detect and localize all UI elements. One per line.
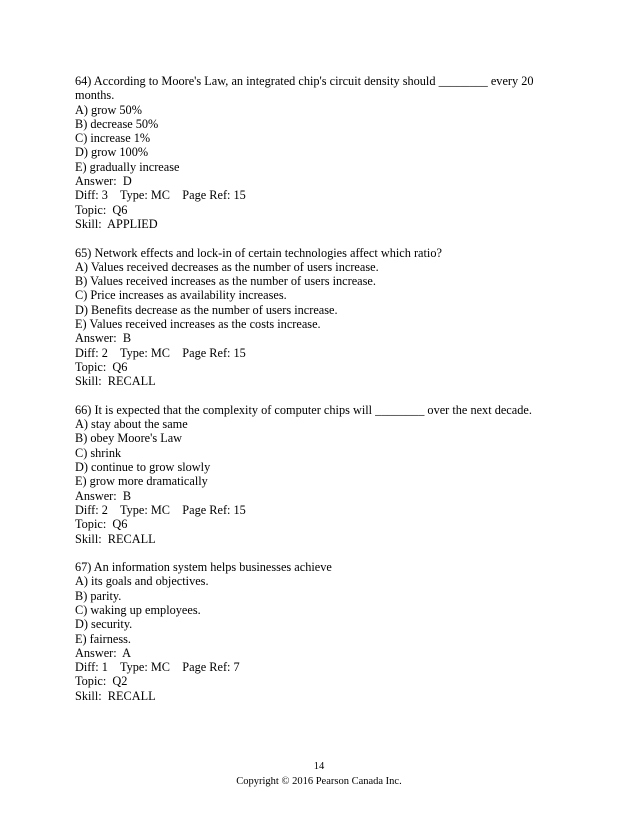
answer: Answer: A (75, 645, 132, 660)
question-64 (75, 74, 565, 231)
topic: Topic: Q6 (75, 517, 128, 532)
answer: Answer: D (75, 174, 132, 189)
option-b: B) parity. (75, 588, 122, 603)
question-65 (75, 246, 565, 389)
question-text: 67) An information system helps businesses achieve (75, 560, 332, 575)
option-d: D) grow 100% (75, 145, 149, 160)
option-b: B) decrease 50% (75, 116, 159, 131)
option-c: C) Price increases as availability increases. (75, 288, 287, 303)
option-d: D) continue to grow slowly (75, 460, 211, 475)
option-a: A) Values received decreases as the number of users increase. (75, 259, 379, 274)
question-list (75, 74, 565, 717)
answer: Answer: B (75, 331, 132, 346)
option-e: E) gradually increase (75, 159, 180, 174)
option-c: C) waking up employees. (75, 602, 201, 617)
option-a: A) its goals and objectives. (75, 574, 209, 589)
option-d: D) security. (75, 617, 133, 632)
option-a: A) stay about the same (75, 417, 188, 432)
skill: Skill: RECALL (75, 531, 156, 546)
difficulty-type-pageref: Diff: 2 Type: MC Page Ref: 15 (75, 502, 246, 517)
topic: Topic: Q6 (75, 202, 128, 217)
skill: Skill: RECALL (75, 688, 156, 703)
question-67 (75, 560, 565, 703)
option-e: E) fairness. (75, 631, 131, 646)
skill: Skill: APPLIED (75, 216, 158, 231)
answer: Answer: B (75, 488, 132, 503)
question-66 (75, 403, 565, 546)
copyright-notice: Copyright © 2016 Pearson Canada Inc. (236, 776, 402, 787)
question-text: 64) According to Moore's Law, an integrated chip's circuit density should ________ every 20 months. (75, 74, 537, 103)
option-b: B) Values received increases as the number of users increase. (75, 274, 376, 289)
option-c: C) shrink (75, 445, 122, 460)
difficulty-type-pageref: Diff: 1 Type: MC Page Ref: 7 (75, 660, 240, 675)
option-e: E) Values received increases as the costs increase. (75, 317, 321, 332)
difficulty-type-pageref: Diff: 2 Type: MC Page Ref: 15 (75, 345, 246, 360)
difficulty-type-pageref: Diff: 3 Type: MC Page Ref: 15 (75, 188, 246, 203)
topic: Topic: Q6 (75, 359, 128, 374)
option-a: A) grow 50% (75, 102, 142, 117)
page-number: 14 (313, 761, 325, 772)
option-d: D) Benefits decrease as the number of users increase. (75, 302, 338, 317)
topic: Topic: Q2 (75, 674, 128, 689)
skill: Skill: RECALL (75, 374, 156, 389)
question-text: 65) Network effects and lock-in of certain technologies affect which ratio? (75, 245, 442, 260)
option-e: E) grow more dramatically (75, 474, 208, 489)
option-c: C) increase 1% (75, 131, 151, 146)
question-text: 66) It is expected that the complexity of computer chips will ________ over the next decade. (75, 402, 532, 417)
option-b: B) obey Moore's Law (75, 431, 183, 446)
